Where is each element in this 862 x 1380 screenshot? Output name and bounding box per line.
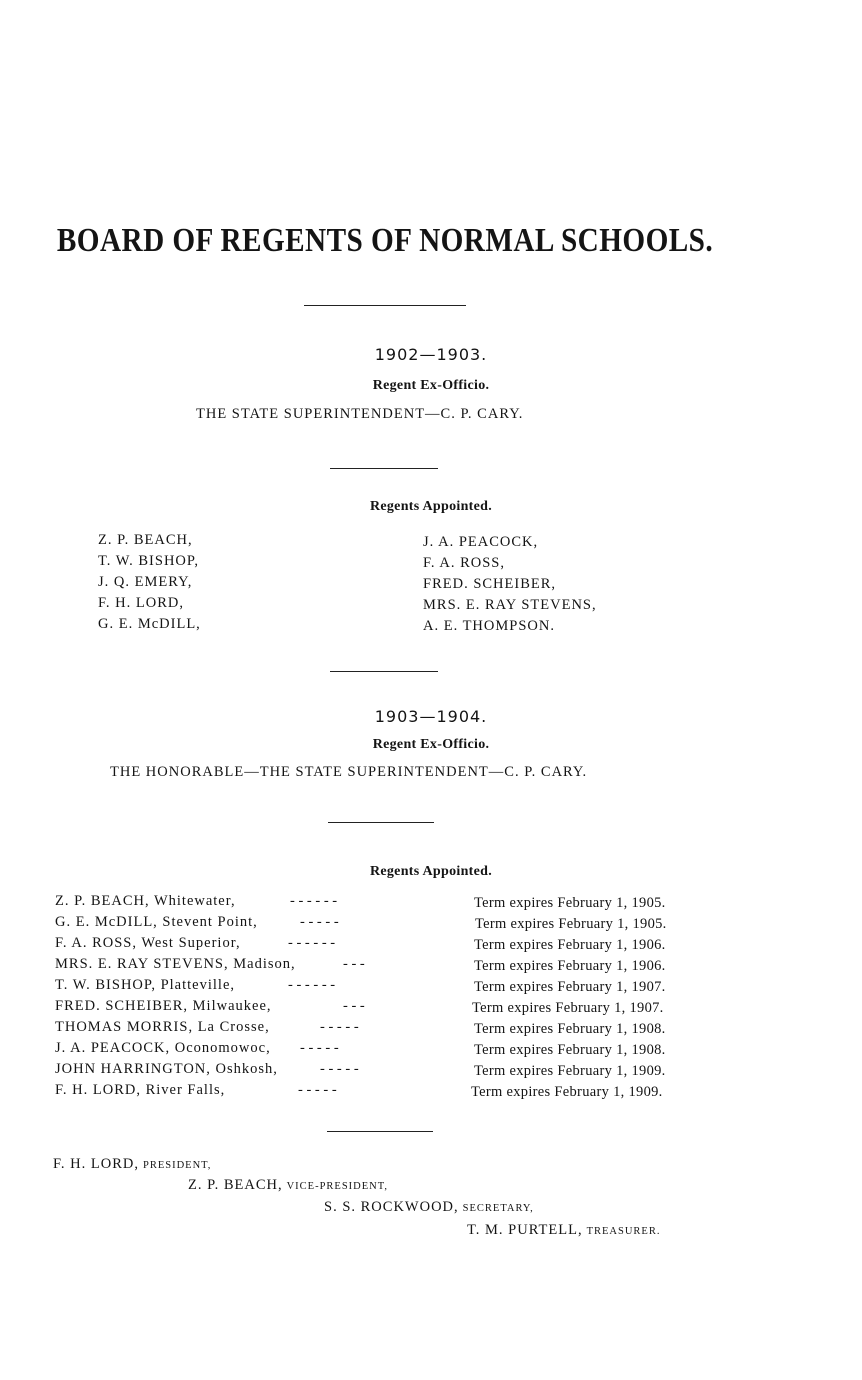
ex-officio-heading: Regent Ex-Officio.: [372, 378, 490, 393]
regent-name: MRS. E. RAY STEVENS,: [423, 597, 597, 613]
divider: [304, 305, 466, 306]
officer-president: [53, 1155, 211, 1173]
term-expiry: Term expires February 1, 1905.: [474, 895, 666, 911]
term-expiry: Term expires February 1, 1908.: [474, 1042, 666, 1058]
divider: [328, 822, 434, 823]
officer-role: PRESIDENT,: [142, 1160, 212, 1171]
regent-entry: JOHN HARRINGTON, Oshkosh,: [55, 1061, 278, 1077]
leader-dashes: - - - - - -: [290, 893, 338, 909]
term-expiry: Term expires February 1, 1906.: [474, 937, 666, 953]
term-expiry: Term expires February 1, 1907.: [472, 1000, 664, 1016]
year-heading-1902: 1902—1903.: [374, 345, 488, 364]
term-expiry: Term expires February 1, 1909.: [471, 1084, 663, 1100]
divider: [327, 1131, 433, 1132]
term-expiry: Term expires February 1, 1909.: [474, 1063, 666, 1079]
regent-name: Z. P. BEACH,: [98, 532, 193, 548]
term-expiry: Term expires February 1, 1908.: [474, 1021, 666, 1037]
leader-dashes: - - -: [343, 956, 365, 972]
officer-name: S. S. ROCKWOOD,: [324, 1199, 459, 1215]
ex-officio-regent: THE HONORABLE—THE STATE SUPERINTENDENT—C. P. CARY.: [110, 764, 588, 780]
leader-dashes: - - - - -: [300, 914, 339, 930]
regent-entry: F. A. ROSS, West Superior,: [55, 935, 241, 951]
regent-name: T. W. BISHOP,: [98, 553, 199, 569]
officer-role: SECRETARY,: [462, 1203, 534, 1214]
regent-entry: T. W. BISHOP, Platteville,: [55, 977, 236, 993]
regent-name: F. A. ROSS,: [423, 555, 505, 571]
regents-appointed-heading: Regents Appointed.: [369, 864, 493, 879]
regent-name: FRED. SCHEIBER,: [423, 576, 557, 592]
regent-entry: J. A. PEACOCK, Oconomowoc,: [55, 1040, 271, 1056]
regent-name: J. Q. EMERY,: [98, 574, 193, 590]
divider: [330, 671, 438, 672]
regent-name: J. A. PEACOCK,: [423, 534, 539, 550]
divider: [330, 468, 438, 469]
term-expiry: Term expires February 1, 1907.: [474, 979, 666, 995]
page-title: BOARD OF REGENTS OF NORMAL SCHOOLS.: [56, 222, 714, 259]
regent-entry: Z. P. BEACH, Whitewater,: [55, 893, 236, 909]
term-expiry: Term expires February 1, 1906.: [474, 958, 666, 974]
leader-dashes: - - - - -: [320, 1019, 359, 1035]
regent-entry: G. E. McDILL, Stevent Point,: [55, 914, 258, 930]
leader-dashes: - - - - -: [298, 1082, 337, 1098]
leader-dashes: - - - - - -: [288, 935, 336, 951]
regent-name: G. E. McDILL,: [98, 616, 201, 632]
officer-name: F. H. LORD,: [53, 1156, 139, 1172]
leader-dashes: - - - - -: [320, 1061, 359, 1077]
officer-secretary: [324, 1198, 534, 1216]
officer-name: Z. P. BEACH,: [188, 1177, 283, 1193]
leader-dashes: - - - - - -: [288, 977, 336, 993]
leader-dashes: - - - - -: [300, 1040, 339, 1056]
regent-entry: THOMAS MORRIS, La Crosse,: [55, 1019, 270, 1035]
officer-treasurer: [467, 1221, 660, 1239]
regent-name: F. H. LORD,: [98, 595, 184, 611]
officer-name: T. M. PURTELL,: [467, 1222, 583, 1238]
term-expiry: Term expires February 1, 1905.: [475, 916, 667, 932]
regent-name: A. E. THOMPSON.: [423, 618, 555, 634]
ex-officio-heading: Regent Ex-Officio.: [372, 737, 490, 752]
regents-appointed-heading: Regents Appointed.: [369, 499, 493, 514]
officer-role: TREASURER.: [586, 1226, 661, 1237]
regent-entry: MRS. E. RAY STEVENS, Madison,: [55, 956, 296, 972]
officer-role: VICE-PRESIDENT,: [286, 1181, 389, 1192]
leader-dashes: - - -: [343, 998, 365, 1014]
ex-officio-regent: THE STATE SUPERINTENDENT—C. P. CARY.: [196, 406, 524, 422]
year-heading-1903: 1903—1904.: [374, 707, 488, 726]
regent-entry: F. H. LORD, River Falls,: [55, 1082, 226, 1098]
regent-entry: FRED. SCHEIBER, Milwaukee,: [55, 998, 272, 1014]
officer-vice-president: [188, 1176, 388, 1194]
